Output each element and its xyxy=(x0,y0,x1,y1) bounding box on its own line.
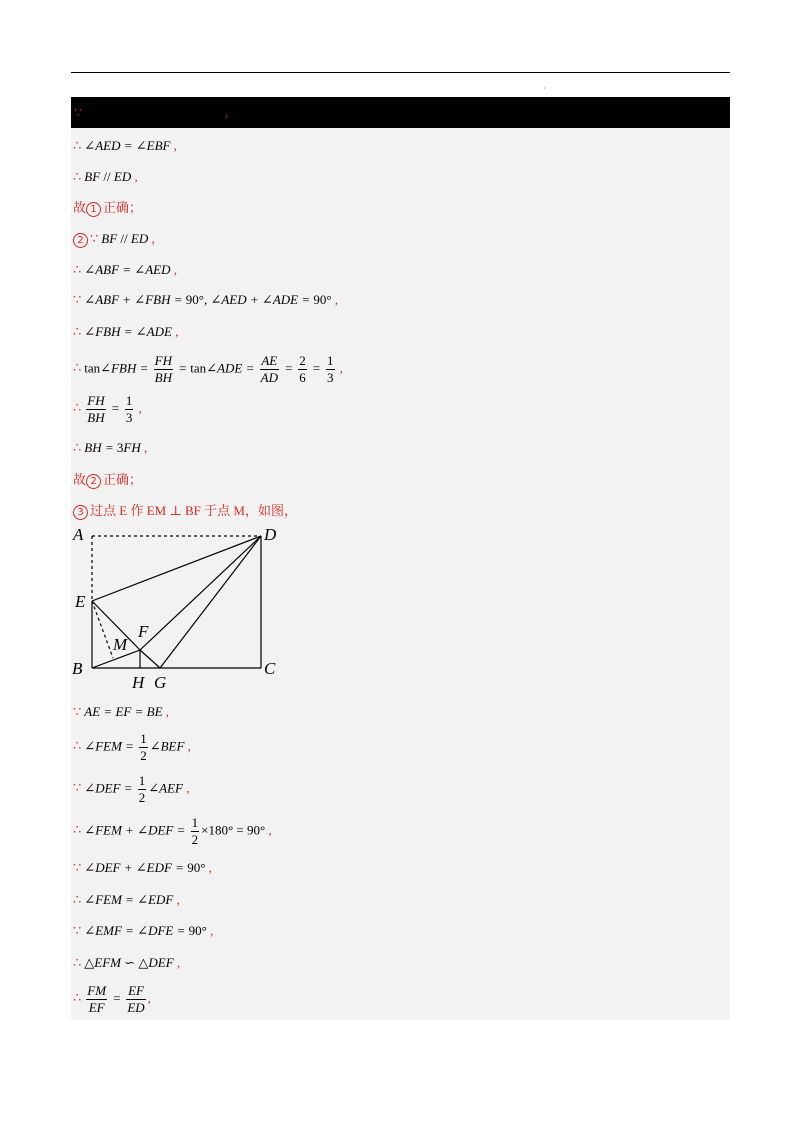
solution-line-5: ∴ ∠ABF = ∠AED , xyxy=(73,262,177,277)
point-label-f: F xyxy=(138,622,149,641)
point-label-e: E xyxy=(75,592,86,611)
half-angle-2: ∵ ∠DEF = $\frac{1}{2}$ ∠AEF , xyxy=(73,773,190,805)
conclusion-2: 故 2 正确； xyxy=(73,473,143,488)
tan-equation: ∴ tan∠FBH = $\frac{FH}{BH}$ = tan∠ADE = $\frac{AE}{AD}$ = $\frac{2}{6}$ = $\frac{1}{3}$ , xyxy=(73,353,344,385)
half-angle-1: ∴ ∠FEM = $\frac{1}{2}$ ∠BEF , xyxy=(73,731,191,763)
solution-line-19: ∵ ∠EMF = ∠DFE = 90° , xyxy=(73,923,214,938)
solution-line-13: ∵ AE = EF = BE , xyxy=(73,704,170,719)
solution-line-6: ∵ ∠ABF + ∠FBH = 90°, ∠AED + ∠ADE = 90° , xyxy=(73,292,339,307)
header-rule xyxy=(71,72,730,73)
solution-line-17: ∵ ∠DEF + ∠EDF = 90° , xyxy=(73,860,212,875)
point-label-a: A xyxy=(73,525,84,544)
solution-line-1: ∴ ∠AED = ∠EBF , xyxy=(73,138,177,153)
similar-triangles: ∴ △EFM ∽ △DEF , xyxy=(73,955,181,970)
point-label-g: G xyxy=(154,673,167,692)
black-band xyxy=(71,97,730,128)
point-label-c: C xyxy=(264,659,276,678)
solution-line-10: ∴ BH = 3FH , xyxy=(73,440,148,455)
part-2-start: 2 ∵ BF // ED , xyxy=(73,231,155,248)
solution-line-7: ∴ ∠FBH = ∠ADE , xyxy=(73,324,179,339)
point-label-m: M xyxy=(113,635,128,654)
solution-line-18: ∴ ∠FEM = ∠EDF , xyxy=(73,892,180,907)
point-label-d: D xyxy=(264,525,277,544)
angle-sum: ∴ ∠FEM + ∠DEF = $\frac{1}{2}$ ×180° = 90° , xyxy=(73,815,272,847)
part-3-start: 3 过点 E 作 EM ⊥ BF 于点 M，如图， xyxy=(73,503,297,520)
point-label-h: H xyxy=(132,673,145,692)
because-symbol: ∵ xyxy=(74,105,83,120)
final-ratio: ∴ $\frac{FM}{EF}$ = $\frac{EF}{ED}$ , xyxy=(73,983,151,1015)
bar-comma: , xyxy=(225,105,229,120)
solution-line-2: ∴ BF // ED , xyxy=(73,169,138,184)
geometry-figure xyxy=(71,525,301,692)
ratio-equation: ∴ $\frac{FH}{BH}$ = $\frac{1}{3}$ , xyxy=(73,393,142,425)
solution-panel xyxy=(71,128,730,1020)
header-dot: · xyxy=(543,84,546,93)
point-label-b: B xyxy=(72,659,83,678)
conclusion-1: 故 1 正确； xyxy=(73,201,143,216)
